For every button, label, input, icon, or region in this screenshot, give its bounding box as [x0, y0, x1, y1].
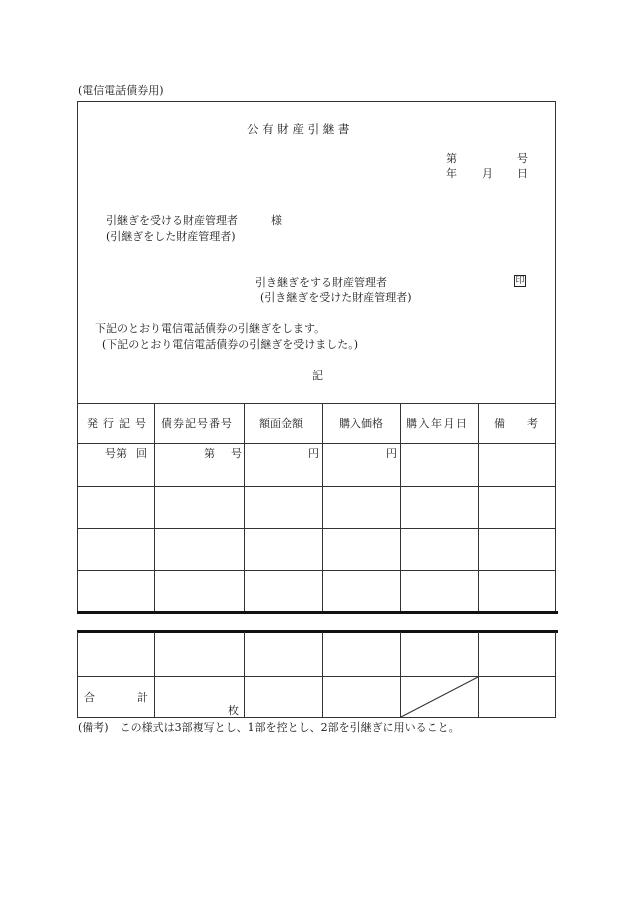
- page-break-line: [77, 611, 558, 614]
- header-issue-symbol: 発行記号: [87, 417, 151, 430]
- form-header-box: [77, 101, 556, 404]
- table-top-border: [77, 403, 556, 404]
- seal-mark: 印: [515, 276, 525, 286]
- total-unit: 枚: [228, 704, 239, 717]
- ki-heading: 記: [312, 369, 323, 382]
- row-border: [77, 528, 556, 529]
- table-bottom-border: [77, 717, 556, 718]
- total-label-2: 計: [137, 691, 148, 704]
- sender-title: 引き継ぎをする財産管理者: [255, 276, 387, 289]
- table-left-border: [77, 632, 78, 718]
- header-row-border: [77, 443, 556, 444]
- doc-number-go: 号: [517, 152, 528, 165]
- table-left-border: [77, 403, 78, 613]
- document-title: 公 有 財 産 引 継 書: [247, 122, 350, 136]
- header-purchase-date: 購入年月日: [406, 417, 469, 430]
- date-day: 日: [517, 167, 528, 180]
- header-face-value: 額面金額: [259, 417, 303, 430]
- column-divider: [478, 403, 479, 613]
- column-divider: [244, 403, 245, 613]
- row1-price-yen: 円: [386, 447, 397, 460]
- body-text-alt: (下記のとおり電信電話債券の引継ぎを受けました。): [102, 338, 359, 351]
- sender-title-alt: (引き継ぎを受けた財産管理者): [260, 291, 412, 304]
- body-text: 下記のとおり電信電話債券の引継ぎをします。: [95, 322, 326, 335]
- form-label: (電信電話債券用): [78, 84, 164, 97]
- column-divider: [244, 632, 245, 718]
- recipient-title: 引継ぎを受ける財産管理者: [106, 214, 238, 227]
- recipient-honorific: 様: [271, 214, 282, 227]
- table-right-border: [555, 632, 556, 718]
- column-divider: [154, 403, 155, 613]
- row1-bond-go: 号: [231, 447, 242, 460]
- recipient-title-alt: (引継ぎをした財産管理者): [106, 230, 236, 243]
- row1-bond-dai: 第: [204, 447, 215, 460]
- row-border: [77, 570, 556, 571]
- header-bond-number: 債券記号番号: [161, 417, 233, 430]
- total-label-1: 合: [84, 691, 95, 704]
- diagonal-slash: [400, 676, 479, 718]
- column-divider: [322, 403, 323, 613]
- column-divider: [154, 632, 155, 718]
- date-month: 月: [482, 167, 493, 180]
- row1-issue-kai: 回: [136, 447, 147, 460]
- row-border: [77, 486, 556, 487]
- row1-face-yen: 円: [308, 447, 319, 460]
- row1-issue-go: 号第: [105, 447, 127, 460]
- header-purchase-price: 購入価格: [339, 417, 383, 430]
- date-year: 年: [446, 167, 457, 180]
- table-right-border: [555, 403, 556, 613]
- header-remarks: 備 考: [494, 417, 538, 430]
- remarks-note: (備考) この様式は3部複写とし、1部を控とし、2部を引継ぎに用いること。: [78, 721, 460, 734]
- doc-number-dai: 第: [446, 152, 457, 165]
- column-divider: [400, 403, 401, 613]
- column-divider: [322, 632, 323, 718]
- page-break-line: [77, 630, 558, 633]
- row-border: [77, 676, 556, 677]
